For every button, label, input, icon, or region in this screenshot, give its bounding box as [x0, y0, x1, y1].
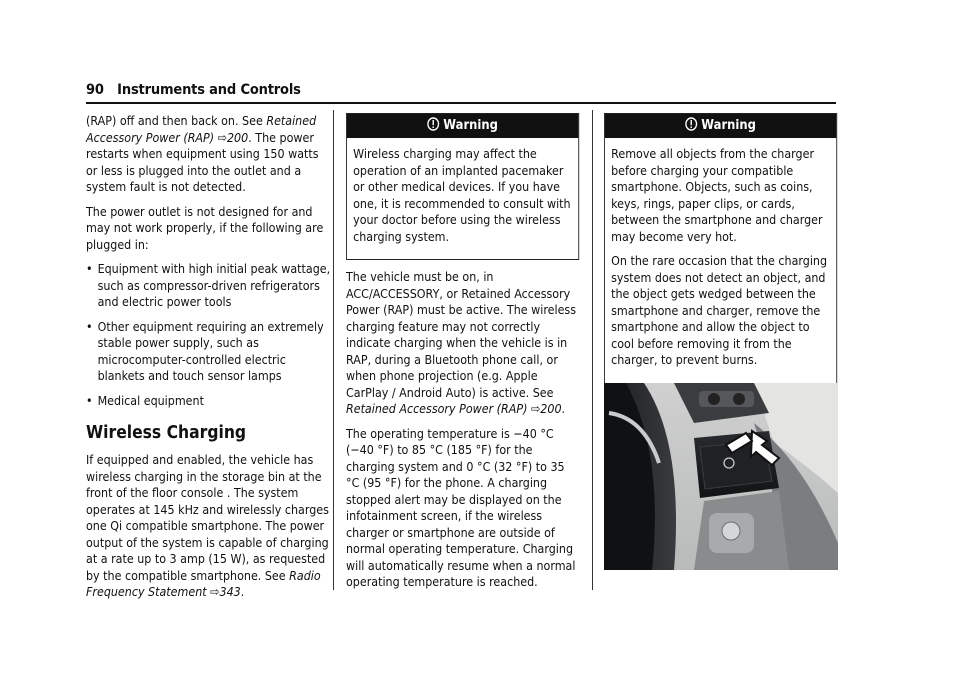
cross-reference-link[interactable]: Retained Accessory Power (RAP): [86, 113, 317, 145]
warning-box: [604, 113, 837, 384]
warning-icon: [685, 117, 697, 131]
paragraph-operating-temperature: The operating temperature is −40 °C (−40 °F) to 85 °C (185 °F) for the charging system and 0 °C (32 °F) to 35 °C (95 °F) for the phone. A charging stopped alert may be displayed on the infotainment screen, if the wireless charger or smartphone are outside of normal operating temperature. Charging will automatically resume when a normal operating temperature is reached.: [346, 425, 576, 589]
warning-text: Remove all objects from the charger before charging your compatible smartphone. Objects, such as coins, keys, rings, paper clips, or cards, between the smartphone and charger may become very hot.: [611, 146, 823, 244]
cross-reference-link[interactable]: Radio Frequency Statement: [86, 567, 321, 599]
bullet-icon: •: [86, 392, 93, 408]
warning-box: [346, 113, 579, 260]
wireless-charger-photo: [604, 383, 838, 570]
warning-text: On the rare occasion that the charging system does not detect an object, and the object gets wedged between the smartphone and charger, remove the smartphone and allow the object to cool before removing it from the charger, to prevent burns.: [611, 253, 828, 367]
bullet-item: • Other equipment requiring an extremely stable power supply, such as microcomputer-controlled electric blankets and touch sensor lamps: [86, 318, 324, 383]
warning-icon: [427, 117, 439, 131]
cross-reference-link[interactable]: Retained Accessory Power (RAP): [346, 401, 528, 416]
paragraph-power-outlet: The power outlet is not designed for and may not work properly, if the following are plugged in:: [86, 203, 324, 252]
bullet-icon: •: [86, 261, 93, 276]
page-header: [86, 82, 301, 98]
paragraph-wireless-charging: If equipped and enabled, the vehicle has wireless charging in the storage bin at the front of the floor console . The system operates at 145 kHz and wirelessly charges one Qi compatible smartphone. The power output of the system is capable of charging at a rate up to 3 amp (15 W), as requested by the compatible smartphone. See Radio Frequency Statement ⇨343.: [86, 452, 329, 599]
column-divider-2: [592, 110, 593, 590]
bullet-item: • Medical equipment: [86, 392, 204, 408]
warning-text: Wireless charging may affect the operation of an implanted pacemaker or other medical devices. If you have one, it is recommended to consult with your doctor before using the wireless charging system.: [353, 146, 571, 244]
page-ref-arrow-icon: ⇨: [530, 401, 541, 416]
bullet-item: • Equipment with high initial peak wattage, such as compressor-driven refrigerators and electric power tools: [86, 261, 331, 309]
section-heading: Wireless Charging: [86, 423, 247, 443]
header-rule: [86, 102, 836, 104]
page-ref-arrow-icon: ⇨: [217, 129, 227, 145]
page-reference[interactable]: 200: [226, 129, 249, 145]
warning-header: [605, 114, 836, 138]
console-illustration: [604, 383, 838, 570]
page-ref-arrow-icon: ⇨: [210, 584, 220, 599]
page-number: 90: [86, 82, 104, 98]
column-2: [346, 113, 579, 599]
section-title: Instruments and Controls: [117, 82, 301, 98]
paragraph-vehicle-on: The vehicle must be on, in ACC/ACCESSORY, or Retained Accessory Power (RAP) must be active. The wireless charging feature may not correctly indicate charging when the vehicle is in RAP, during a Bluetooth phone call, or when phone projection (e.g. Apple CarPlay / Android Auto) is active. See Retained Accessory Power (RAP) ⇨200.: [346, 269, 577, 416]
bullet-icon: •: [86, 318, 93, 334]
warning-title: Warning: [443, 118, 498, 133]
warning-title: Warning: [701, 118, 756, 133]
column-3: [604, 113, 837, 393]
page-reference[interactable]: 343: [219, 584, 241, 599]
paragraph-rap-restart: (RAP) off and then back on. See Retained Accessory Power (RAP) ⇨200. The power restarts when equipment using 150 watts or less is plugged into the outlet and a system fault is not detected.: [86, 113, 319, 194]
warning-header: [347, 114, 578, 138]
column-1: [86, 113, 333, 609]
page-reference[interactable]: 200: [540, 401, 562, 416]
